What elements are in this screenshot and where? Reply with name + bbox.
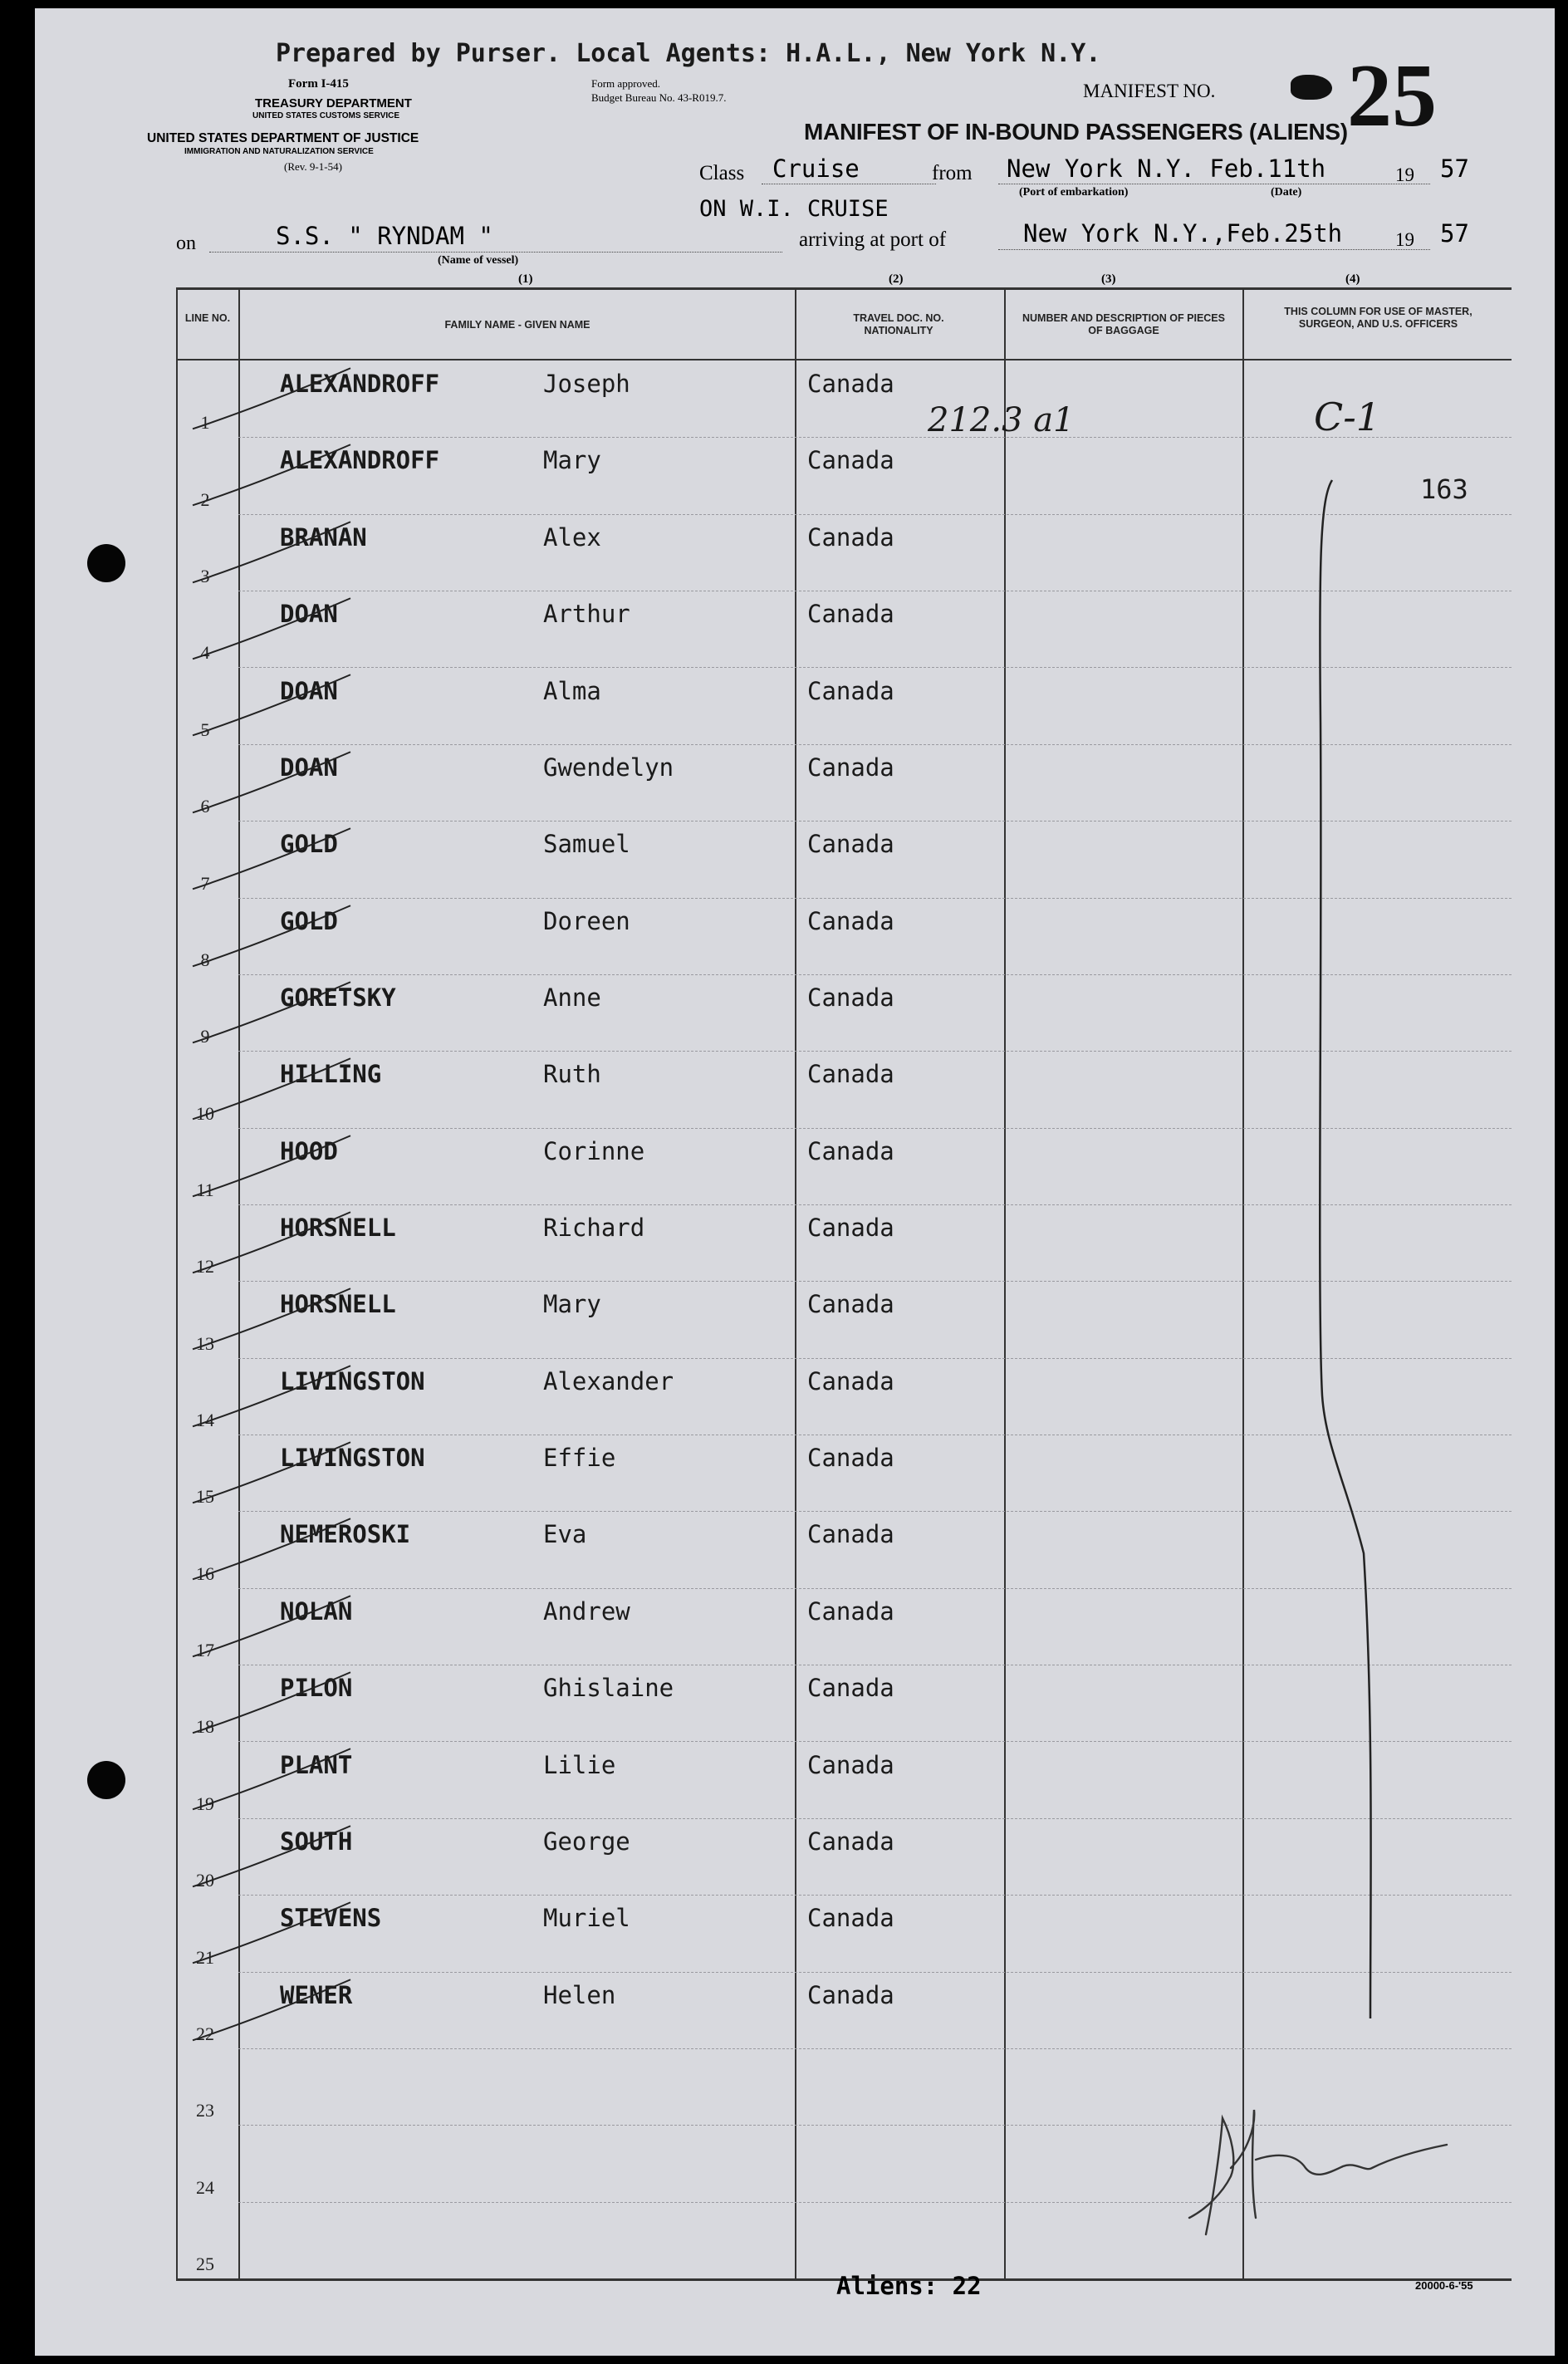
arrival-year-prefix: 19 xyxy=(1395,229,1414,250)
class-label: Class xyxy=(699,162,745,184)
nationality: Canada xyxy=(807,1750,894,1779)
manifest-number: 25 xyxy=(1347,47,1437,145)
from-value: New York N.Y. Feb.11th xyxy=(1007,154,1326,183)
given-name: Gwendelyn xyxy=(543,753,674,782)
check-mark xyxy=(180,744,363,821)
family-name: STEVENS xyxy=(280,1904,382,1933)
arrival-year: 57 xyxy=(1440,219,1469,248)
line-number: 12 xyxy=(196,1256,214,1278)
line-number: 7 xyxy=(200,872,210,894)
line-number: 21 xyxy=(196,1946,214,1968)
nationality: Canada xyxy=(807,1290,894,1319)
check-mark xyxy=(180,1665,363,1741)
check-mark xyxy=(180,1818,363,1895)
treasury-department: TREASURY DEPARTMENT xyxy=(255,96,412,110)
line-number: 25 xyxy=(196,2253,214,2274)
family-name: WENER xyxy=(280,1980,353,2009)
given-name: Richard xyxy=(543,1214,645,1243)
nationality: Canada xyxy=(807,1596,894,1626)
col-number-3: (3) xyxy=(1101,272,1116,286)
family-name: ALEXANDROFF xyxy=(280,370,440,399)
given-name: Eva xyxy=(543,1520,587,1549)
nationality: Canada xyxy=(807,446,894,475)
form-number: Form I-415 xyxy=(288,77,349,91)
from-label: from xyxy=(932,162,973,184)
given-name: Lilie xyxy=(543,1750,616,1779)
nationality: Canada xyxy=(807,983,894,1012)
family-name: LIVINGSTON xyxy=(280,1444,425,1473)
line-number: 9 xyxy=(200,1026,210,1047)
manifest-page xyxy=(35,8,1555,2356)
nationality: Canada xyxy=(807,1827,894,1856)
manifest-title: MANIFEST OF IN-BOUND PASSENGERS (ALIENS) xyxy=(804,119,1348,145)
given-name: Corinne xyxy=(543,1136,645,1165)
customs-service: UNITED STATES CUSTOMS SERVICE xyxy=(252,111,400,120)
check-mark xyxy=(180,1051,363,1127)
port-embarkation-caption: (Port of embarkation) xyxy=(1019,186,1129,199)
nationality: Canada xyxy=(807,1674,894,1703)
check-mark xyxy=(180,1972,363,2048)
line-number: 6 xyxy=(200,796,210,817)
line-number: 22 xyxy=(196,2023,214,2044)
nationality: Canada xyxy=(807,370,894,399)
family-name: HORSNELL xyxy=(280,1214,396,1243)
line-number: 10 xyxy=(196,1102,214,1124)
family-name: LIVINGSTON xyxy=(280,1366,425,1395)
col-header-name: FAMILY NAME - GIVEN NAME xyxy=(444,319,590,331)
given-name: Doreen xyxy=(543,906,630,935)
check-mark xyxy=(180,1204,363,1281)
given-name: Helen xyxy=(543,1980,616,2009)
check-mark xyxy=(180,667,363,743)
given-name: Mary xyxy=(543,1290,601,1319)
col-header-baggage: NUMBER AND DESCRIPTION OF PIECES OF BAGGAGE xyxy=(1022,312,1225,336)
family-name: PILON xyxy=(280,1674,353,1703)
check-mark xyxy=(180,1588,363,1665)
check-mark xyxy=(180,898,363,974)
nationality: Canada xyxy=(807,1904,894,1933)
line-number: 3 xyxy=(200,566,210,587)
given-name: Joseph xyxy=(543,370,630,399)
line-number: 14 xyxy=(196,1410,214,1431)
family-name: ALEXANDROFF xyxy=(280,446,440,475)
from-year: 57 xyxy=(1440,154,1469,183)
nationality: Canada xyxy=(807,753,894,782)
budget-bureau: Budget Bureau No. 43-R019.7. xyxy=(591,91,727,104)
nationality: Canada xyxy=(807,1136,894,1165)
check-mark xyxy=(180,514,363,591)
arrival-value: New York N.Y.,Feb.25th xyxy=(1023,219,1343,248)
nationality: Canada xyxy=(807,1366,894,1395)
nationality: Canada xyxy=(807,522,894,552)
date-caption: (Date) xyxy=(1271,186,1302,199)
check-mark xyxy=(180,1435,363,1511)
print-code: 20000-6-'55 xyxy=(1415,2279,1473,2292)
vessel-caption: (Name of vessel) xyxy=(438,254,519,267)
given-name: Andrew xyxy=(543,1596,630,1626)
nationality: Canada xyxy=(807,1214,894,1243)
col-number-4: (4) xyxy=(1345,272,1360,286)
check-mark xyxy=(180,1281,363,1357)
manifest-no-label: MANIFEST NO. xyxy=(1083,81,1216,101)
given-name: Alma xyxy=(543,676,601,705)
arriving-label: arriving at port of xyxy=(799,228,947,251)
check-mark xyxy=(180,974,363,1051)
family-name: SOUTH xyxy=(280,1827,353,1856)
from-year-prefix: 19 xyxy=(1395,164,1414,185)
given-name: Ruth xyxy=(543,1060,601,1089)
given-name: Ghislaine xyxy=(543,1674,674,1703)
vessel-name: S.S. " RYNDAM " xyxy=(276,222,493,250)
line-number: 24 xyxy=(196,2176,214,2198)
nationality: Canada xyxy=(807,830,894,859)
family-name: DOAN xyxy=(280,753,338,782)
on-label: on xyxy=(176,233,196,254)
given-name: Anne xyxy=(543,983,601,1012)
family-name: HORSNELL xyxy=(280,1290,396,1319)
line-number: 15 xyxy=(196,1486,214,1508)
nationality: Canada xyxy=(807,676,894,705)
line-number: 8 xyxy=(200,949,210,970)
line-number: 20 xyxy=(196,1870,214,1891)
line-number: 16 xyxy=(196,1562,214,1584)
nationality: Canada xyxy=(807,600,894,629)
class-value: Cruise xyxy=(772,154,860,183)
ditto-bracket-line xyxy=(1314,473,1389,2035)
col-header-line-no: LINE NO. xyxy=(184,312,231,324)
family-name: HOOD xyxy=(280,1136,338,1165)
check-mark xyxy=(180,1741,363,1817)
form-approved: Form approved. xyxy=(591,77,661,90)
check-mark xyxy=(180,1128,363,1204)
line-number: 18 xyxy=(196,1716,214,1738)
officer-number: 163 xyxy=(1420,473,1468,505)
given-name: Samuel xyxy=(543,830,630,859)
family-name: DOAN xyxy=(280,676,338,705)
justice-department: UNITED STATES DEPARTMENT OF JUSTICE xyxy=(147,131,419,145)
nationality: Canada xyxy=(807,1520,894,1549)
family-name: BRANAN xyxy=(280,522,367,552)
line-number: 5 xyxy=(200,719,210,740)
col-header-officers: THIS COLUMN FOR USE OF MASTER, SURGEON, AND U.S. OFFICERS xyxy=(1284,306,1472,330)
line-number: 13 xyxy=(196,1332,214,1354)
revision-date: (Rev. 9-1-54) xyxy=(284,160,342,173)
check-mark xyxy=(180,1895,363,1971)
family-name: GORETSKY xyxy=(280,983,396,1012)
nationality: Canada xyxy=(807,1060,894,1089)
given-name: Arthur xyxy=(543,600,630,629)
line-number: 17 xyxy=(196,1640,214,1661)
nationality: Canada xyxy=(807,1980,894,2009)
family-name: DOAN xyxy=(280,600,338,629)
check-mark xyxy=(180,591,363,667)
check-mark xyxy=(180,1511,363,1587)
line-number: 19 xyxy=(196,1793,214,1814)
given-name: Mary xyxy=(543,446,601,475)
prepared-by-line: Prepared by Purser. Local Agents: H.A.L., New York N.Y. xyxy=(276,39,1101,68)
nationality: Canada xyxy=(807,906,894,935)
given-name: Effie xyxy=(543,1444,616,1473)
given-name: George xyxy=(543,1827,630,1856)
check-mark xyxy=(180,360,363,437)
check-mark xyxy=(180,1358,363,1435)
aliens-count: Aliens: 22 xyxy=(836,2272,982,2300)
col-number-1: (1) xyxy=(518,272,533,286)
handwritten-officer-mark: C-1 xyxy=(1314,395,1381,439)
line-number: 2 xyxy=(200,488,210,510)
family-name: GOLD xyxy=(280,906,338,935)
immigration-service: IMMIGRATION AND NATURALIZATION SERVICE xyxy=(184,147,374,156)
col-header-travel-doc: TRAVEL DOC. NO. NATIONALITY xyxy=(853,312,944,336)
check-mark xyxy=(180,821,363,897)
line-number: 1 xyxy=(200,412,210,434)
cruise-note: ON W.I. CRUISE xyxy=(699,196,889,222)
line-number: 4 xyxy=(200,642,210,664)
family-name: GOLD xyxy=(280,830,338,859)
family-name: NOLAN xyxy=(280,1596,353,1626)
given-name: Alexander xyxy=(543,1366,674,1395)
family-name: HILLING xyxy=(280,1060,382,1089)
given-name: Alex xyxy=(543,522,601,552)
ink-smudge xyxy=(1291,75,1332,100)
nationality: Canada xyxy=(807,1444,894,1473)
family-name: PLANT xyxy=(280,1750,353,1779)
line-number: 23 xyxy=(196,2100,214,2121)
given-name: Muriel xyxy=(543,1904,630,1933)
handwritten-doc-number: 212.3 a1 xyxy=(928,401,1075,439)
line-number: 11 xyxy=(196,1179,214,1200)
col-number-2: (2) xyxy=(889,272,904,286)
family-name: NEMEROSKI xyxy=(280,1520,411,1549)
inspector-signature xyxy=(1173,2093,1488,2251)
check-mark xyxy=(180,437,363,513)
